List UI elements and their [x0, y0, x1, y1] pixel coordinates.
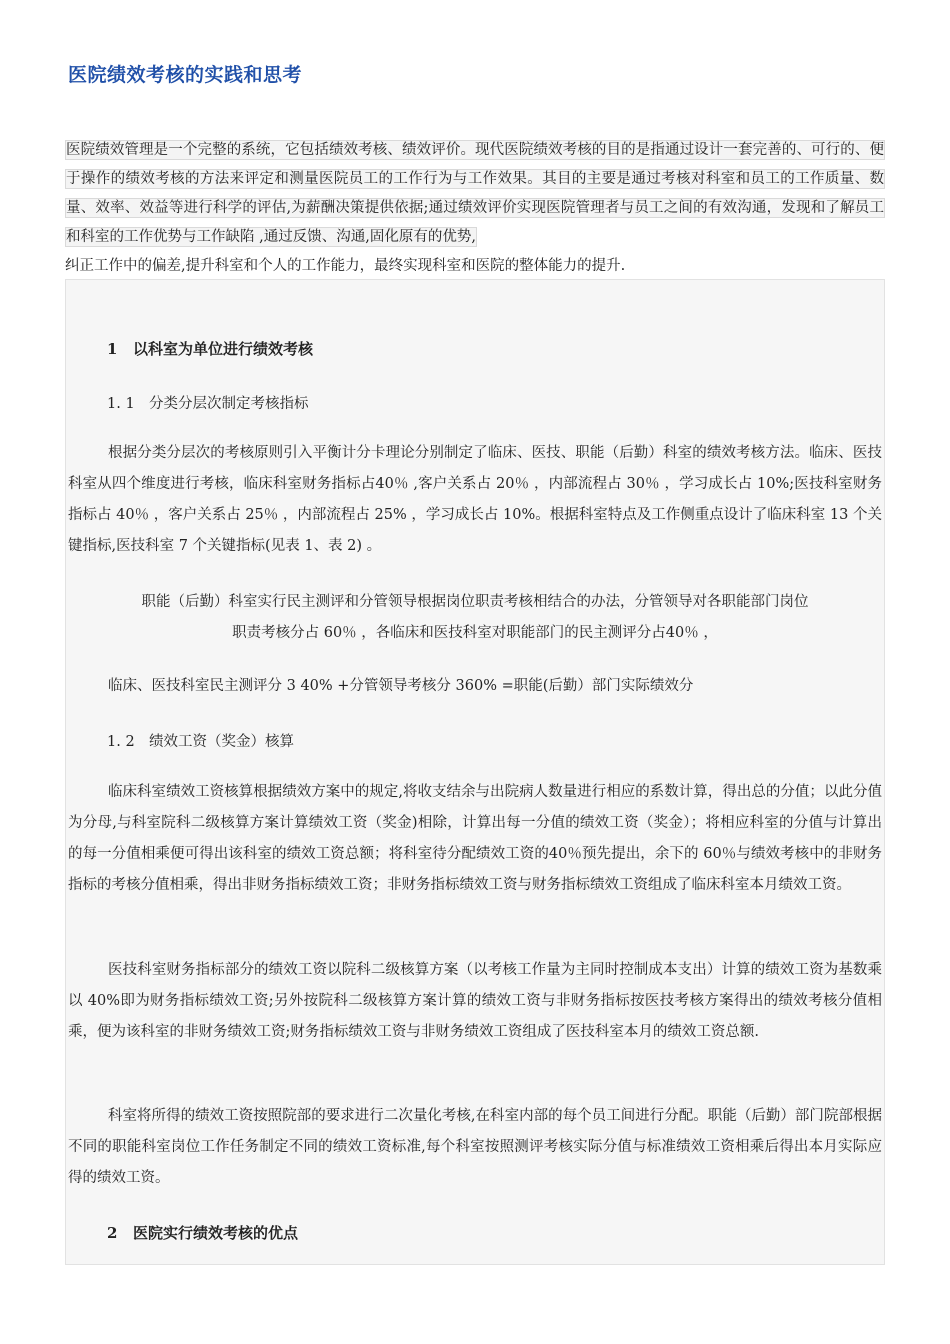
intro-highlighted-text: 医院绩效管理是一个完整的系统，它包括绩效考核、绩效评价。现代医院绩效考核的目的是指通过设计一套完善的、可行的、便于操作的绩效考核的方法来评定和测量医院员工的工作行为与工作效果。其目的主要是通过考核对科室和员工的工作质量、数量、效率、效益等进行科学的评估,为薪酬决策提供依据;通过绩效评价实现医院管理者与员工之间的有效沟通，发现和了解员工和科室的工作优势与工作缺陷 ,通过反馈、沟通,固化原有的优势,: [66, 142, 884, 245]
section-1-title: 以科室为单位进行绩效考核: [133, 340, 314, 358]
section-2-number: 2: [107, 1224, 118, 1242]
paragraph-medtech-salary: 医技科室财务指标部分的绩效工资以院科二级核算方案（以考核工作量为主同时控制成本支出）计算的绩效工资为基数乘以 40%即为财务指标绩效工资;另外按院科二级核算方案计算的绩效工资与非财务指标按医技考核方案得出的绩效考核分值相乘，便为该科室的非财务绩效工资;财务指标绩效工资与非财务绩效工资组成了医技科室本月的绩效工资总额.: [68, 962, 882, 1040]
subsection-1-2-heading: [107, 730, 294, 751]
subsection-1-1-title: 分类分层次制定考核指标: [149, 396, 309, 412]
section-1-heading: [107, 338, 313, 359]
subsection-1-1-number: 1. 1: [107, 396, 135, 412]
paragraph-functional-depts: [68, 587, 882, 649]
subsection-1-2-title: 绩效工资（奖金）核算: [149, 734, 294, 750]
subsection-1-1-heading: [107, 392, 309, 413]
intro-tail-text: 纠正工作中的偏差,提升科室和个人的工作能力，最终实现科室和医院的整体能力的提升.: [65, 258, 626, 274]
paragraph-functional-line-2: 职责考核分占 60％ ，各临床和医技科室对职能部门的民主测评分占40％ ，: [232, 625, 718, 641]
paragraph-functional-line-1: 职能（后勤）科室实行民主测评和分管领导根据岗位职责考核相结合的办法，分管领导对各职能部门岗位: [141, 594, 809, 610]
paragraph-distribution: 科室将所得的绩效工资按照院部的要求进行二次量化考核,在科室内部的每个员工间进行分配。职能（后勤）部门院部根据不同的职能科室岗位工作任务制定不同的绩效工资标准,每个科室按照测评考核实际分值与标准绩效工资相乘后得出本月实际应得的绩效工资。: [68, 1108, 882, 1186]
section-2-title: 医院实行绩效考核的优点: [133, 1224, 299, 1242]
paragraph-indicators: 根据分类分层次的考核原则引入平衡计分卡理论分别制定了临床、医技、职能（后勤）科室的绩效考核方法。临床、医技科室从四个维度进行考核，临床科室财务指标占40％ ,客户关系占 20％ ，内部流程占 30％ ，学习成长占 10%;医技科室财务指标占 40％ ，客户关系占 25％ ，内部流程占 25% ，学习成长占 10%。根据科室特点及工作侧重点设计了临床科室 13 个关键指标,医技科室 7 个关键指标(见表 1、表 2) 。: [68, 445, 882, 554]
intro-paragraph: [65, 136, 885, 281]
subsection-1-2-number: 1. 2: [107, 734, 135, 750]
paragraph-clinical-salary: 临床科室绩效工资核算根据绩效方案中的规定,将收支结余与出院病人数量进行相应的系数计算，得出总的分值；以此分值为分母,与科室院科二级核算方案计算绩效工资（奖金)相除，计算出每一分值的绩效工资（奖金）；将相应科室的分值与计算出的每一分值相乘便可得出该科室的绩效工资总额；将科室待分配绩效工资的40％预先提出，余下的 60％与绩效考核中的非财务指标的考核分值相乘，得出非财务指标绩效工资；非财务指标绩效工资与财务指标绩效工资组成了临床科室本月绩效工资。: [68, 784, 882, 893]
section-2-heading: [107, 1222, 298, 1243]
formula-text: 临床、医技科室民主测评分 3 40% +分管领导考核分 360% =职能(后勤）部门实际绩效分: [108, 678, 694, 694]
section-1-number: 1: [107, 340, 118, 358]
page-title: 医院绩效考核的实践和思考: [68, 64, 303, 86]
